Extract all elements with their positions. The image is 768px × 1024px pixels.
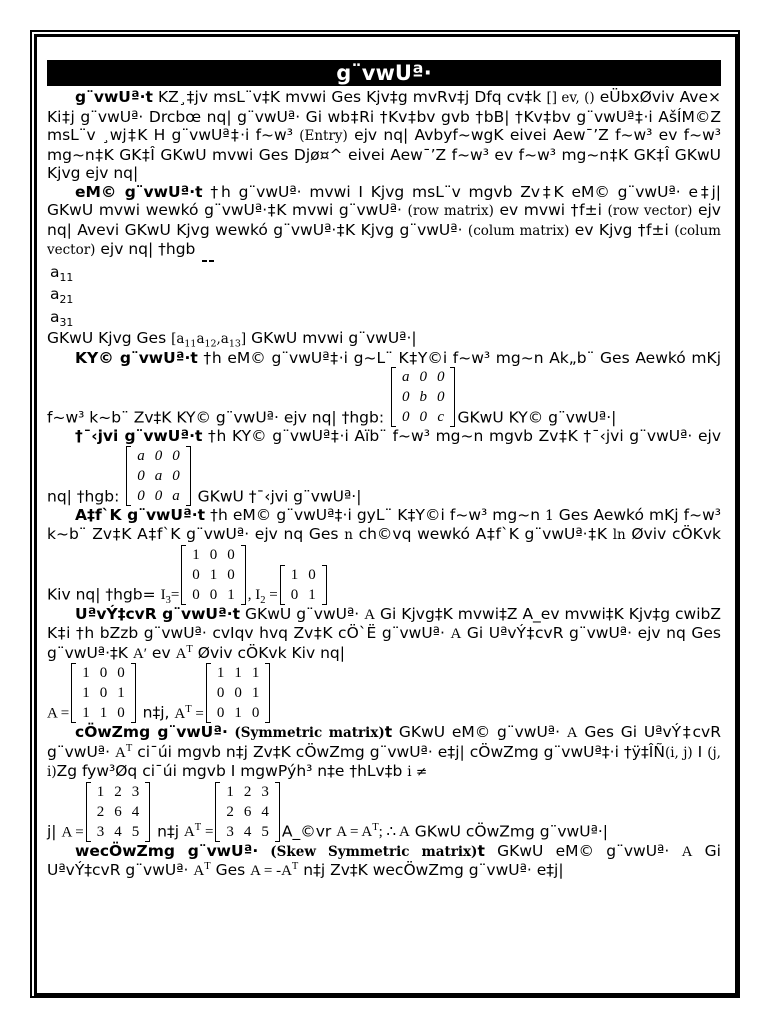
matrix-cell: 2 <box>96 803 105 820</box>
matrix-cell: 0 <box>227 566 235 583</box>
matrix-cell: 0 <box>209 546 218 563</box>
matrix-cell: 0 <box>227 546 235 563</box>
text: 1 <box>545 507 554 524</box>
text: ejv nq| Avevi GKwU Kjvg wewkó g¨vwUª·‡K Kjvg g¨vwUª· <box>47 201 721 239</box>
matrix-cell: 3 <box>226 823 234 840</box>
text: (j, i) <box>47 744 721 780</box>
text: Gi UªvÝ‡cvR g¨vwUª· <box>47 841 721 879</box>
matrix-cell: 5 <box>261 823 269 840</box>
matrix-cell: 0 <box>172 467 180 484</box>
text: GKwU KY© g¨vwUª·| <box>457 408 617 427</box>
matrix-cell: a <box>154 467 163 484</box>
matrix-cell: 1 <box>234 705 242 721</box>
matrix-cell: 0 <box>251 705 260 721</box>
matrix-cell: 0 <box>99 665 108 681</box>
text: ci¯úi mgvb n‡j Zv‡K cÖwZmg g¨vwUª· e‡j| cÖwZmg g¨vwUª‡·i †ÿ‡ÎÑ <box>132 742 665 761</box>
matrix-cell: 1 <box>209 566 218 583</box>
text: ln <box>612 527 626 543</box>
text: †h KY© g¨vwUª‡·i Aïb¨ f~w³ mg~n mgvb Zv‡K †¯‹jvi g¨vwUª· ejv nq| †hgb: <box>47 427 721 505</box>
paragraph-transpose-matrix <box>47 605 721 724</box>
matrix-cell: 4 <box>261 803 269 820</box>
identity-matrix-3 <box>181 545 246 605</box>
identity-label-2: , $I_2$ = <box>247 587 278 606</box>
text: †h g¨vwUª· mvwi I Kjvg msL¨v mgvb Zv‡K eM© g¨vwUª· e‡j| GKwU mvwi wewkó g¨vwUª·‡K mvwi g¨vwUª· <box>47 182 721 219</box>
matrix-cell: 4 <box>114 823 122 840</box>
text: (Skew Symmetric matrix) <box>258 843 478 860</box>
text: Øviv cÖKvk Kiv nq| <box>192 643 345 662</box>
text: Gi Kjvg‡K mvwi‡Z A_ev mvwi‡K Kjv‡g cwibZ K‡i †h bZzb g¨vwUª· cvIqv hvq Zv‡K cÖ`Ë g¨vwUª· <box>47 604 721 642</box>
text: n‡j <box>152 822 184 840</box>
diagonal-matrix <box>391 367 456 427</box>
text: $A = -A^T$ <box>250 861 299 879</box>
text: A′ <box>132 645 147 662</box>
matrix-cell: 6 <box>243 803 252 820</box>
text: GKwU Kjvg Ges <box>47 329 172 347</box>
page-title: g¨vwUª· <box>47 60 721 86</box>
text: GKwU g¨vwUª· <box>240 604 365 623</box>
matrix-cell: 1 <box>96 783 105 800</box>
matrix-cell: 4 <box>131 803 140 820</box>
text: Gi UªvÝ‡cvR g¨vwUª· ejv nq Ges g¨vwUª·‡K <box>47 624 722 662</box>
matrix-cell: 0 <box>401 409 410 425</box>
matrix-cell: 1 <box>234 665 242 681</box>
matrix-cell: 0 <box>117 665 125 681</box>
text: (row matrix) <box>407 203 494 219</box>
matrix-cell: 1 <box>99 705 108 721</box>
matrix-cell: 1 <box>216 665 225 681</box>
matrix-cell: 1 <box>308 586 316 603</box>
matrix-cell: 0 <box>401 389 410 405</box>
text: Zg fyw³Øq ci¯úi mgvb I mgwPýh³ n‡e †hLv‡b <box>56 762 408 780</box>
example-matrix-at <box>206 663 271 723</box>
matrix-cell: 0 <box>192 566 200 583</box>
matrix-cell: 0 <box>209 586 218 603</box>
text: ch©vq wewkó A‡f`K g¨vwUª·‡K <box>352 525 613 543</box>
text: $A^T$ <box>115 742 133 761</box>
matrix-cell: 0 <box>308 566 316 583</box>
matrix-cell: a <box>172 487 180 504</box>
text: n‡j Zv‡K wecÖwZmg g¨vwUª· e‡j| <box>298 861 564 879</box>
matrix-cell: 5 <box>131 823 140 840</box>
matrix-cell: 1 <box>251 665 260 681</box>
text: Ges Gi UªvÝ‡cvR g¨vwUª· <box>47 723 721 761</box>
text: A = <box>47 705 70 722</box>
paragraph-scalar-matrix <box>47 427 721 506</box>
matrix-cell: 3 <box>96 823 105 840</box>
term-heading: UªvÝ‡cvR g¨vwUª·t <box>75 604 241 623</box>
text: GKwU eM© g¨vwUª· <box>484 841 682 860</box>
text: n‡j, <box>137 703 175 722</box>
term-heading: A‡f`K g¨vwUª·t <box>75 505 205 524</box>
text: eÜbxØviv Ave× Ki‡j g¨vwUª· Drcbœ nq| g¨vwUª· Gi wb‡Ri †Kv‡bv gvb †bB| †Kv‡bv g¨vwUª‡·i AšÍM©Z msL¨v ¸wj‡K H g¨vwUª‡·i f~w³ <box>47 88 721 144</box>
text: GKwU eM© g¨vwUª· <box>392 723 567 741</box>
text: A <box>450 626 462 642</box>
symmetric-matrix-at <box>215 782 280 842</box>
text: ejv nq| †hgb <box>95 240 201 258</box>
text: (Entry) <box>299 128 348 144</box>
matrix-cell: 0 <box>117 705 125 721</box>
matrix-cell: 1 <box>290 566 299 583</box>
text: $A^T$ = <box>183 822 214 840</box>
matrix-cell: 1 <box>192 546 200 563</box>
matrix-cell: 2 <box>243 783 252 800</box>
text: ev mvwi †f±i <box>493 201 608 219</box>
term-heading: g¨vwUª·t <box>75 88 153 106</box>
document-page: g¨vwUª· g¨vwUª·t KZ¸‡jv msL¨v‡K mvwi Ges Kjv‡g mvRv‡j Dfq cv‡k [] ev, () eÜbxØviv Ave× Ki‡j g¨vwUª· Drcbœ nq| g¨vwUª· Gi wb‡Ri †Kv‡bv gvb †bB| †Kv‡bv g¨vwUª‡·i AšÍM©Z msL¨v ¸wj‡K H g¨vwUª‡·i f~w³ (Entry) ejv nq| Avbyf~wgK eivei Aew¯’Z f~w³ ev f~w³ mg~n‡K GK‡Î GKwU mvwi Ges Djø¤^ eivei Aew¯’Z f~w³ ev f~w³ mg~n‡K GK‡Î GKwU Kjvg ejv nq| eM© g¨vwUª·t †h g¨vwUª· mvwi I Kjvg msL¨v mgvb Zv‡K eM© g¨vwUª· e‡j| GKwU mvwi wewkó g¨vwUª·‡K mvwi g¨vwUª· (row matrix) ev mvwi †f±i (row vector) ejv nq| Avevi GKwU Kjvg wewkó g¨vwUª·‡K Kjvg g¨vwUª· (colum matrix) ev Kjvg †f±i (colum vector) ejv nq| †hgb $a_{11}$ $a_{21}$ $a_{31}$ GKwU Kjvg Ges $[a_{11}a_{12},a_{13}]$ GKwU mvwi g¨vwUª·| KY© g¨vwUª·t †h eM© g¨vwUª‡·i g~L¨ K‡Y©i f~w³ mg~n Ak„b¨ Ges Aewkó mKj f~w³ k~b¨ Zv‡K KY© g¨vwUª· ejv nq| †hgb: a 0 0 0 b 0 0 0 c GKwU KY© g¨vwUª·| †¯‹jvi g¨vwUª·t †h KY© g¨vwUª‡·i Aïb¨ f~w³ mg~n mgvb Zv‡K †¯‹jvi g¨vwUª· ejv nq| †hgb: a 0 0 0 a 0 0 0 a GKwU †¯‹jvi g¨vwUª·| A‡f`K g¨vwUª·t †h eM© g¨vwUª‡·i gyL¨ K‡Y©i f~w³ mg~n 1 Ges Aewkó mKj f~w³ k~b¨ Zv‡K A‡f`K g¨vwUª· ejv nq Ges n ch©vq wewkó A‡f`K g¨vwUª·‡K ln Øviv cÖKvk Kiv nq| †hgb= $I_3=$ 1 0 0 0 1 0 0 0 1 , $I_2$ = 1 0 0 1 UªvÝ‡cvR g¨vwUª·t GKwU g¨vwUª· A Gi Kjvg‡K mvwi‡Z A_ev mvwi‡K Kjv‡g cwibZ K‡i †h bZzb g¨vwUª· cvIqv hvq Zv‡K cÖ`Ë g¨vwUª· A Gi UªvÝ‡cvR g¨vwUª· ejv nq Ges g¨vwUª·‡K A′ ev $A^T$ Øviv cÖKvk Kiv nq| A = 1 0 0 1 0 1 1 1 0 n‡j, $A^T$ = 1 1 1 0 0 1 0 1 0 cÖwZmg g¨vwUª· (Symmetric matrix)t GKwU eM© g¨vwUª· A Ges Gi UªvÝ‡cvR g¨vwUª· $A^T$ ci¯úi mgvb n‡j Zv‡K cÖwZmg g¨vwUª· e‡j| cÖwZmg g¨vwUª‡·i †ÿ‡ÎÑ(i, j) I (j, i)Zg fyw³Øq ci¯úi mgvb I mgwPýh³ n‡e †hLv‡b i ≠ j| A = 1 2 3 2 6 4 3 4 5 n‡j $A^T$ = 1 2 3 2 6 4 3 4 5 A_©vr $A = A^T$; ∴ A GKwU cÖwZmg g¨vwUª·| wecÖwZmg g¨vwUª· (Skew Symmetric matrix)t GKwU eM© g¨vwUª· A Gi UªvÝ‡cvR g¨vwUª· $A^T$ Ges $A = -A^T$ n‡j Zv‡K wecÖwZmg g¨vwUª· e‡j| <box>47 61 722 879</box>
text: (colum vector) <box>47 222 721 258</box>
matrix-cell: 1 <box>251 685 260 701</box>
matrix-cell: 6 <box>114 803 122 820</box>
paragraph-diagonal-matrix <box>47 349 721 428</box>
text: A <box>364 606 376 623</box>
matrix-cell: 0 <box>436 389 445 405</box>
matrix-cell: 0 <box>216 685 225 701</box>
text: GKwU cÖwZmg g¨vwUª·| <box>409 822 609 840</box>
matrix-cell: 4 <box>243 823 252 840</box>
matrix-cell: 0 <box>137 487 145 504</box>
matrix-cell: 0 <box>154 447 163 464</box>
scalar-matrix <box>126 446 191 506</box>
paragraph-matrix-definition <box>47 88 721 183</box>
text: t <box>477 841 485 860</box>
matrix-cell: 0 <box>137 467 145 484</box>
example-matrix-a <box>71 663 136 723</box>
text: A <box>681 843 693 860</box>
text: Ges <box>210 861 251 879</box>
text: †h eM© g¨vwUª‡·i gyL¨ K‡Y©i f~w³ mg~n <box>205 505 546 524</box>
identity-matrix-2 <box>280 565 327 605</box>
text: A = <box>61 824 84 840</box>
text: ev <box>146 643 176 662</box>
text: †h eM© g¨vwUª‡·i g~L¨ K‡Y©i f~w³ mg~n Ak„b¨ Ges Aewkó mKj f~w³ k~b¨ Zv‡K KY© g¨vwUª· ejv nq| †hgb: <box>47 348 722 427</box>
matrix-cell: 0 <box>234 685 242 701</box>
matrix-cell: a <box>137 447 145 464</box>
row-matrix: $[a_{11}a_{12},a_{13}]$ <box>171 331 247 350</box>
matrix-cell: 0 <box>419 409 427 425</box>
matrix-cell: 2 <box>226 803 234 820</box>
text: Ges Aewkó mKj f~w³ k~b¨ Zv‡K A‡f`K g¨vwUª· ejv nq Ges <box>47 505 721 543</box>
matrix-cell: 3 <box>131 783 140 800</box>
text: $A^T$ = <box>174 703 204 722</box>
text: A_©vr <box>281 822 337 840</box>
text: ev Kjvg †f±i <box>569 220 675 239</box>
text: $A = A^T$; ∴ A <box>336 822 410 840</box>
term-heading: †¯‹jvi g¨vwUª·t <box>75 427 203 445</box>
text: $A^T$ <box>175 643 193 662</box>
term-heading: KY© g¨vwUª·t <box>75 348 198 367</box>
identity-label-3: $I_3=$ <box>160 587 180 606</box>
text: t <box>384 723 393 741</box>
term-heading: eM© g¨vwUª·t <box>75 182 203 201</box>
text: ejv nq| Avbyf~wgK eivei Aew¯’Z f~w³ ev f~w³ mg~n‡K GK‡Î GKwU mvwi Ges Djø¤^ eivei Aew¯’Z f~w³ ev f~w³ mg~n‡K GK‡Î GKwU Kjvg ejv nq| <box>47 126 721 182</box>
matrix-cell: 0 <box>436 369 445 385</box>
matrix-cell: 1 <box>227 586 235 603</box>
text: (row vector) <box>607 203 693 219</box>
text: (Symmetric matrix) <box>227 725 385 741</box>
text: [] ev, () <box>546 90 595 106</box>
term-heading: cÖwZmg g¨vwUª· <box>75 723 228 741</box>
text: $A^T$ <box>193 861 211 879</box>
matrix-cell: 3 <box>261 783 269 800</box>
paragraph-symmetric-matrix <box>47 723 721 842</box>
matrix-cell: 1 <box>117 685 125 701</box>
matrix-cell: b <box>419 389 427 405</box>
matrix-cell: a <box>401 369 410 385</box>
text: i ≠ <box>407 764 428 780</box>
matrix-cell: 1 <box>82 665 90 681</box>
text: (i, j) <box>664 744 693 761</box>
matrix-cell: 2 <box>114 783 122 800</box>
paragraph-square-matrix <box>47 183 721 260</box>
paragraph-skew-symmetric-matrix <box>47 842 721 881</box>
matrix-cell: 0 <box>192 586 200 603</box>
matrix-cell: 1 <box>82 685 90 701</box>
matrix-cell: 1 <box>226 783 234 800</box>
matrix-cell: c <box>437 409 445 425</box>
text: GKwU †¯‹jvi g¨vwUª·| <box>192 487 362 505</box>
text: A <box>566 725 578 741</box>
matrix-cell: 0 <box>154 487 163 504</box>
text: I <box>692 742 708 761</box>
text: Øviv cÖKvk Kiv nq| †hgb= <box>47 525 721 603</box>
matrix-cell: 0 <box>216 705 225 721</box>
symmetric-matrix-a <box>86 782 151 842</box>
text: j| <box>47 822 62 840</box>
text: KZ¸‡jv msL¨v‡K mvwi Ges Kjv‡g mvRv‡j Dfq cv‡k <box>152 88 547 106</box>
text: n <box>344 527 353 543</box>
matrix-cell: 0 <box>290 586 299 603</box>
paragraph-identity-matrix <box>47 506 721 605</box>
term-heading: wecÖwZmg g¨vwUª· <box>75 841 259 860</box>
matrix-cell: 0 <box>419 369 427 385</box>
text: GKwU mvwi g¨vwUª·| <box>246 329 417 347</box>
matrix-cell: 0 <box>99 685 108 701</box>
matrix-cell: 0 <box>172 447 180 464</box>
matrix-cell: 1 <box>82 705 90 721</box>
text: (colum matrix) <box>467 222 570 239</box>
